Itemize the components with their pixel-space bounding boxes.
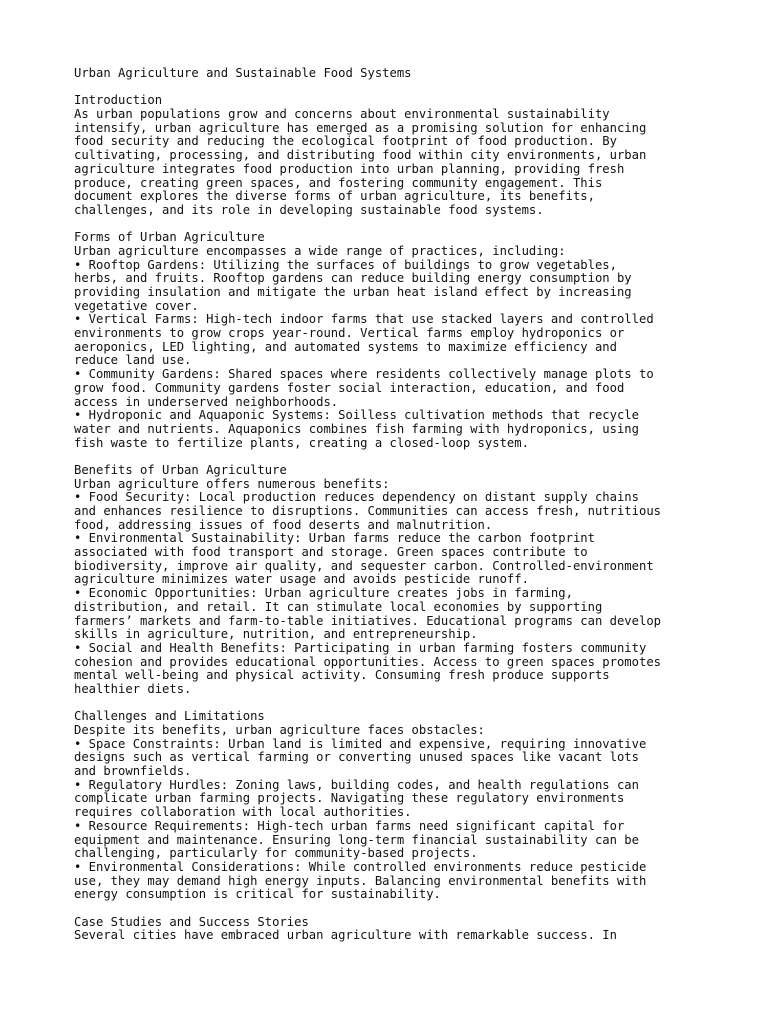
text-line: • Economic Opportunities: Urban agriculture creates jobs in farming, (74, 587, 573, 601)
text-line: agriculture minimizes water usage and avoids pesticide runoff. (74, 573, 529, 587)
text-line: mental well-being and physical activity. Consuming fresh produce supports (74, 669, 610, 683)
text-line: food security and reducing the ecological footprint of food production. By (74, 135, 617, 149)
text-line: • Environmental Sustainability: Urban farms reduce the carbon footprint (74, 532, 595, 546)
text-line: Case Studies and Success Stories (74, 915, 309, 929)
text-line: • Rooftop Gardens: Utilizing the surfaces of buildings to grow vegetables, (74, 258, 617, 272)
text-line: equipment and maintenance. Ensuring long-term financial sustainability can be (74, 833, 639, 847)
blank-line (74, 218, 748, 232)
text-line: Despite its benefits, urban agriculture faces obstacles: (74, 724, 485, 737)
text-line: distribution, and retail. It can stimulate local economies by supporting (74, 600, 603, 614)
text-line: Benefits of Urban Agriculture (74, 463, 287, 477)
text-line: • Regulatory Hurdles: Zoning laws, building codes, and health regulations can (74, 778, 639, 792)
text-line: produce, creating green spaces, and fostering community engagement. This (74, 176, 603, 190)
text-line: fish waste to fertilize plants, creating a closed-loop system. (74, 436, 529, 450)
text-line: Introduction (74, 94, 163, 108)
text-line: farmers’ markets and farm-to-table initiatives. Educational programs can develop (74, 614, 661, 628)
text-line: cultivating, processing, and distributing food within city environments, urban (74, 149, 647, 163)
text-line: environments to grow crops year-round. Vertical farms employ hydroponics or (74, 327, 625, 341)
text-line: healthier diets. (74, 682, 192, 696)
text-line: herbs, and fruits. Rooftop gardens can reduce building energy consumption by (74, 272, 632, 286)
text-line: agriculture integrates food production into urban planning, providing fresh (74, 162, 625, 176)
text-line: grow food. Community gardens foster social interaction, education, and food (74, 381, 625, 395)
text-line: As urban populations grow and concerns about environmental sustainability (74, 108, 610, 122)
text-line: cohesion and provides educational opportunities. Access to green spaces promotes (74, 655, 661, 669)
text-line: • Hydroponic and Aquaponic Systems: Soilless cultivation methods that recycle (74, 409, 639, 423)
text-line: designs such as vertical farming or converting unused spaces like vacant lots (74, 751, 639, 765)
text-line: associated with food transport and storage. Green spaces contribute to (74, 546, 588, 560)
text-line: challenges, and its role in developing sustainable food systems. (74, 203, 544, 217)
blank-line (74, 902, 748, 916)
text-line: document explores the diverse forms of urban agriculture, its benefits, (74, 190, 595, 204)
text-line: Several cities have embraced urban agriculture with remarkable success. In (74, 929, 617, 943)
text-line: water and nutrients. Aquaponics combines fish farming with hydroponics, using (74, 422, 639, 436)
text-line: reduce land use. (74, 354, 192, 368)
text-line: • Community Gardens: Shared spaces where residents collectively manage plots to (74, 368, 654, 382)
text-line: and brownfields. (74, 765, 192, 779)
text-line: energy consumption is critical for sustainability. (74, 888, 441, 902)
text-line: intensify, urban agriculture has emerged as a promising solution for enhancing (74, 121, 647, 135)
text-line: • Resource Requirements: High-tech urban farms need significant capital for (74, 819, 625, 833)
text-line: Urban Agriculture and Sustainable Food Systems (74, 67, 412, 80)
text-line: aeroponics, LED lighting, and automated systems to maximize efficiency and (74, 340, 617, 354)
text-line: complicate urban farming projects. Navigating these regulatory environments (74, 792, 625, 806)
text-line: • Food Security: Local production reduces dependency on distant supply chains (74, 491, 639, 505)
text-line: challenging, particularly for community-based projects. (74, 847, 478, 861)
blank-line (74, 81, 748, 95)
text-line: food, addressing issues of food deserts and malnutrition. (74, 518, 493, 532)
text-line: providing insulation and mitigate the urban heat island effect by increasing (74, 286, 632, 299)
text-line: • Environmental Considerations: While controlled environments reduce pesticide (74, 860, 647, 874)
text-line: biodiversity, improve air quality, and sequester carbon. Controlled-environment (74, 559, 654, 573)
blank-line (74, 697, 748, 711)
text-line: requires collaboration with local authorities. (74, 806, 412, 820)
text-line: • Vertical Farms: High-tech indoor farms that use stacked layers and controlled (74, 313, 654, 327)
blank-line (74, 450, 748, 464)
text-line: Urban agriculture encompasses a wide range of practices, including: (74, 244, 566, 258)
text-line: Challenges and Limitations (74, 710, 265, 724)
text-line: skills in agriculture, nutrition, and entrepreneurship. (74, 628, 478, 642)
text-line: use, they may demand high energy inputs. Balancing environmental benefits with (74, 874, 647, 888)
text-line: access in underserved neighborhoods. (74, 395, 339, 409)
text-line: vegetative cover. (74, 299, 199, 313)
text-line: • Space Constraints: Urban land is limited and expensive, requiring innovative (74, 737, 647, 751)
text-line: Urban agriculture offers numerous benefits: (74, 477, 390, 491)
text-line: Forms of Urban Agriculture (74, 231, 265, 245)
text-line: • Social and Health Benefits: Participating in urban farming fosters community (74, 641, 647, 655)
text-line: and enhances resilience to disruptions. Communities can access fresh, nutritious (74, 505, 661, 518)
